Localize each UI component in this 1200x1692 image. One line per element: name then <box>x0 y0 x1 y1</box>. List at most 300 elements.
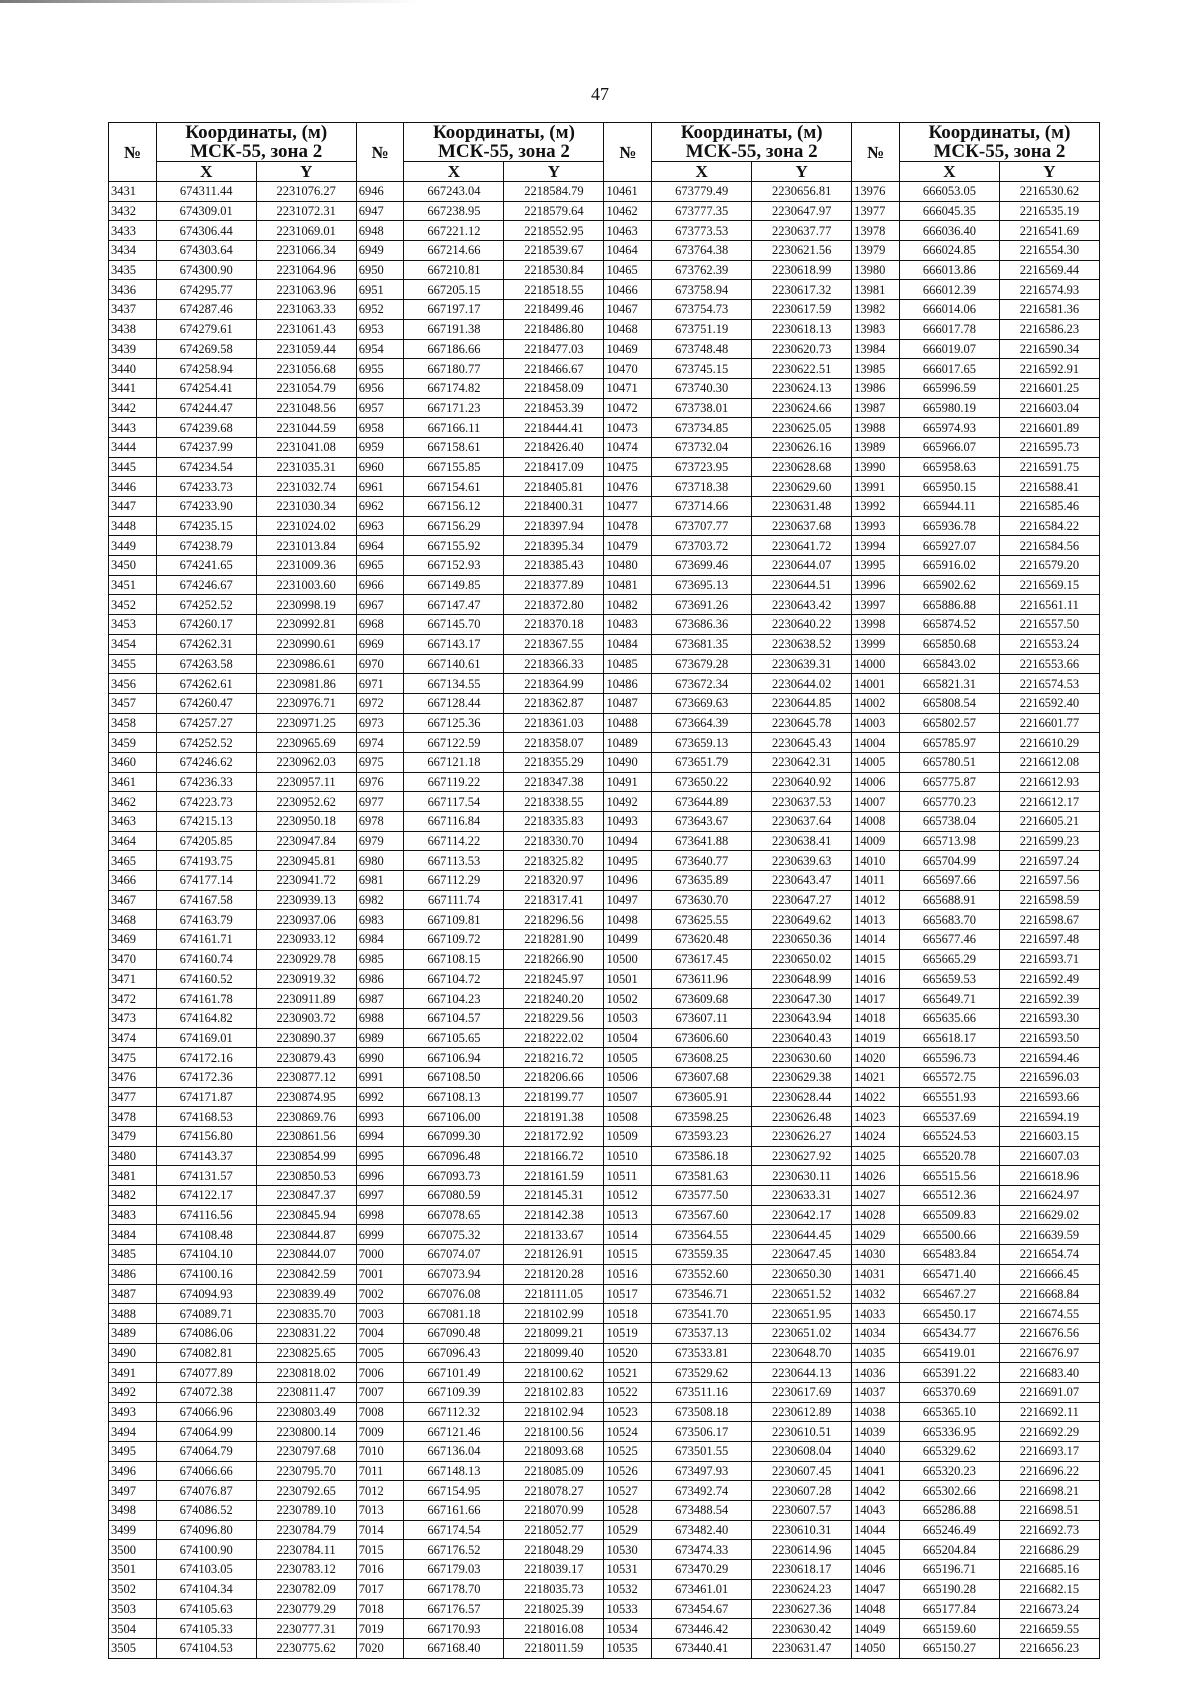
coord-x: 666053.05 <box>899 182 999 202</box>
coord-x: 667176.52 <box>404 1540 504 1560</box>
point-number: 3441 <box>109 378 157 398</box>
coord-x: 665471.40 <box>899 1264 999 1284</box>
coord-y: 2218364.99 <box>504 674 604 694</box>
coord-x: 673723.95 <box>652 457 752 477</box>
coord-x: 665677.46 <box>899 930 999 950</box>
point-number: 3471 <box>109 969 157 989</box>
coord-x: 673607.68 <box>652 1067 752 1087</box>
coord-y: 2230629.60 <box>752 477 852 497</box>
header-number: № <box>109 123 157 182</box>
coord-y: 2218102.94 <box>504 1402 604 1422</box>
coord-x: 674143.37 <box>156 1146 256 1166</box>
coord-x: 673703.72 <box>652 536 752 556</box>
coord-x: 667074.07 <box>404 1245 504 1265</box>
point-number: 6988 <box>356 1008 404 1028</box>
coord-y: 2230890.37 <box>256 1028 356 1048</box>
coord-x: 667096.48 <box>404 1146 504 1166</box>
coord-y: 2216585.46 <box>999 497 1099 517</box>
coord-y: 2230620.73 <box>752 339 852 359</box>
coord-y: 2230633.31 <box>752 1186 852 1206</box>
coord-x: 667155.92 <box>404 536 504 556</box>
coord-y: 2231059.44 <box>256 339 356 359</box>
coord-y: 2230629.38 <box>752 1067 852 1087</box>
coord-x: 667117.54 <box>404 792 504 812</box>
coord-y: 2230831.22 <box>256 1323 356 1343</box>
coord-y: 2230624.13 <box>752 378 852 398</box>
coord-y: 2218191.38 <box>504 1107 604 1127</box>
coord-x: 665874.52 <box>899 615 999 635</box>
coord-x: 667116.84 <box>404 812 504 832</box>
coord-x: 673650.22 <box>652 772 752 792</box>
point-number: 10496 <box>604 871 652 891</box>
point-number: 3434 <box>109 241 157 261</box>
coord-x: 665958.63 <box>899 457 999 477</box>
coord-x: 674172.16 <box>156 1048 256 1068</box>
point-number: 14010 <box>852 851 900 871</box>
point-number: 6962 <box>356 497 404 517</box>
point-number: 7007 <box>356 1382 404 1402</box>
coord-x: 674238.79 <box>156 536 256 556</box>
coord-y: 2216603.04 <box>999 398 1099 418</box>
table-row <box>109 1245 1100 1265</box>
coord-x: 665649.71 <box>899 989 999 1009</box>
table-row <box>109 575 1100 595</box>
coord-y: 2218126.91 <box>504 1245 604 1265</box>
coord-y: 2230639.63 <box>752 851 852 871</box>
coord-x: 667168.40 <box>404 1638 504 1658</box>
point-number: 3486 <box>109 1264 157 1284</box>
coord-x: 673529.62 <box>652 1363 752 1383</box>
coord-y: 2230929.78 <box>256 949 356 969</box>
coord-y: 2230607.28 <box>752 1481 852 1501</box>
coord-x: 667191.38 <box>404 319 504 339</box>
coord-x: 665850.68 <box>899 634 999 654</box>
point-number: 10486 <box>604 674 652 694</box>
coord-x: 673598.25 <box>652 1107 752 1127</box>
coord-y: 2218347.38 <box>504 772 604 792</box>
coord-x: 666017.65 <box>899 359 999 379</box>
coord-x: 674237.99 <box>156 437 256 457</box>
coord-y: 2218025.39 <box>504 1599 604 1619</box>
coord-y: 2218100.56 <box>504 1422 604 1442</box>
coord-x: 665704.99 <box>899 851 999 871</box>
point-number: 3481 <box>109 1166 157 1186</box>
table-row <box>109 890 1100 910</box>
coord-x: 674169.01 <box>156 1028 256 1048</box>
coord-y: 2218078.27 <box>504 1481 604 1501</box>
point-number: 14049 <box>852 1619 900 1639</box>
coord-y: 2216592.91 <box>999 359 1099 379</box>
coord-x: 674163.79 <box>156 910 256 930</box>
point-number: 3503 <box>109 1599 157 1619</box>
point-number: 3449 <box>109 536 157 556</box>
point-number: 3453 <box>109 615 157 635</box>
coord-x: 674072.38 <box>156 1382 256 1402</box>
point-number: 13989 <box>852 437 900 457</box>
point-number: 14017 <box>852 989 900 1009</box>
scan-artifact <box>0 0 420 3</box>
coord-y: 2230630.42 <box>752 1619 852 1639</box>
point-number: 10472 <box>604 398 652 418</box>
coord-y: 2218035.73 <box>504 1579 604 1599</box>
point-number: 6957 <box>356 398 404 418</box>
coord-x: 673651.79 <box>652 752 752 772</box>
point-number: 3459 <box>109 733 157 753</box>
coord-x: 674300.90 <box>156 260 256 280</box>
coord-x: 673734.85 <box>652 418 752 438</box>
point-number: 7004 <box>356 1323 404 1343</box>
coord-y: 2218453.39 <box>504 398 604 418</box>
coord-y: 2218362.87 <box>504 693 604 713</box>
point-number: 3456 <box>109 674 157 694</box>
coord-x: 674089.71 <box>156 1304 256 1324</box>
coord-y: 2218222.02 <box>504 1028 604 1048</box>
coord-x: 667101.49 <box>404 1363 504 1383</box>
point-number: 10503 <box>604 1008 652 1028</box>
coord-x: 667221.12 <box>404 221 504 241</box>
coord-y: 2216592.49 <box>999 969 1099 989</box>
point-number: 10493 <box>604 812 652 832</box>
coord-y: 2216601.89 <box>999 418 1099 438</box>
coord-x: 673669.63 <box>652 693 752 713</box>
point-number: 3439 <box>109 339 157 359</box>
table-row <box>109 319 1100 339</box>
coord-x: 667186.66 <box>404 339 504 359</box>
coord-x: 673635.89 <box>652 871 752 891</box>
point-number: 14038 <box>852 1402 900 1422</box>
point-number: 3488 <box>109 1304 157 1324</box>
coord-x: 667104.57 <box>404 1008 504 1028</box>
point-number: 14037 <box>852 1382 900 1402</box>
coord-x: 665450.17 <box>899 1304 999 1324</box>
header-y: Y <box>256 162 356 182</box>
coord-x: 665483.84 <box>899 1245 999 1265</box>
coord-y: 2216676.56 <box>999 1323 1099 1343</box>
header-y: Y <box>752 162 852 182</box>
coord-x: 674160.52 <box>156 969 256 989</box>
table-row <box>109 1087 1100 1107</box>
point-number: 3466 <box>109 871 157 891</box>
coord-x: 674094.93 <box>156 1284 256 1304</box>
coord-x: 674172.36 <box>156 1067 256 1087</box>
coord-x: 673640.77 <box>652 851 752 871</box>
point-number: 14023 <box>852 1107 900 1127</box>
coord-x: 674287.46 <box>156 300 256 320</box>
point-number: 10507 <box>604 1087 652 1107</box>
point-number: 14028 <box>852 1205 900 1225</box>
coord-y: 2218377.89 <box>504 575 604 595</box>
table-row <box>109 1619 1100 1639</box>
coord-x: 674171.87 <box>156 1087 256 1107</box>
point-number: 3463 <box>109 812 157 832</box>
point-number: 6993 <box>356 1107 404 1127</box>
point-number: 10512 <box>604 1186 652 1206</box>
table-row <box>109 201 1100 221</box>
coord-y: 2218016.08 <box>504 1619 604 1639</box>
table-row <box>109 1205 1100 1225</box>
coord-x: 673552.60 <box>652 1264 752 1284</box>
coord-y: 2218400.31 <box>504 497 604 517</box>
point-number: 3436 <box>109 280 157 300</box>
coord-y: 2231063.33 <box>256 300 356 320</box>
point-number: 7019 <box>356 1619 404 1639</box>
coord-y: 2230937.06 <box>256 910 356 930</box>
point-number: 3467 <box>109 890 157 910</box>
coord-x: 674233.73 <box>156 477 256 497</box>
point-number: 14032 <box>852 1284 900 1304</box>
point-number: 3440 <box>109 359 157 379</box>
point-number: 10479 <box>604 536 652 556</box>
coord-x: 667093.73 <box>404 1166 504 1186</box>
table-row <box>109 634 1100 654</box>
coord-y: 2231066.34 <box>256 241 356 261</box>
coord-y: 2218266.90 <box>504 949 604 969</box>
table-row <box>109 910 1100 930</box>
header-coordinates-title: Координаты, (м) <box>432 122 575 143</box>
point-number: 6991 <box>356 1067 404 1087</box>
coord-y: 2230631.48 <box>752 497 852 517</box>
coord-y: 2218499.46 <box>504 300 604 320</box>
point-number: 10528 <box>604 1501 652 1521</box>
table-row <box>109 1442 1100 1462</box>
coord-y: 2230650.30 <box>752 1264 852 1284</box>
coord-y: 2230825.65 <box>256 1343 356 1363</box>
point-number: 14039 <box>852 1422 900 1442</box>
coord-x: 665659.53 <box>899 969 999 989</box>
point-number: 14026 <box>852 1166 900 1186</box>
table-row <box>109 437 1100 457</box>
coord-y: 2230638.52 <box>752 634 852 654</box>
coord-y: 2216696.22 <box>999 1461 1099 1481</box>
coord-y: 2216574.93 <box>999 280 1099 300</box>
coord-y: 2216607.03 <box>999 1146 1099 1166</box>
point-number: 3498 <box>109 1501 157 1521</box>
coord-y: 2218325.82 <box>504 851 604 871</box>
point-number: 3470 <box>109 949 157 969</box>
point-number: 10467 <box>604 300 652 320</box>
coord-x: 667210.81 <box>404 260 504 280</box>
point-number: 10463 <box>604 221 652 241</box>
coord-x: 667170.93 <box>404 1619 504 1639</box>
point-number: 3465 <box>109 851 157 871</box>
coord-x: 673492.74 <box>652 1481 752 1501</box>
coord-x: 674066.66 <box>156 1461 256 1481</box>
point-number: 10529 <box>604 1520 652 1540</box>
point-number: 14034 <box>852 1323 900 1343</box>
coord-y: 2216593.71 <box>999 949 1099 969</box>
point-number: 10517 <box>604 1284 652 1304</box>
coord-x: 674233.90 <box>156 497 256 517</box>
coord-x: 674254.41 <box>156 378 256 398</box>
point-number: 10471 <box>604 378 652 398</box>
coord-y: 2218320.97 <box>504 871 604 891</box>
coord-y: 2218330.70 <box>504 831 604 851</box>
coord-y: 2230637.53 <box>752 792 852 812</box>
coord-x: 667147.47 <box>404 595 504 615</box>
table-row <box>109 536 1100 556</box>
coord-x: 665688.91 <box>899 890 999 910</box>
coord-y: 2218395.34 <box>504 536 604 556</box>
point-number: 10524 <box>604 1422 652 1442</box>
point-number: 3452 <box>109 595 157 615</box>
coord-x: 667149.85 <box>404 575 504 595</box>
point-number: 10491 <box>604 772 652 792</box>
coord-x: 665509.83 <box>899 1205 999 1225</box>
table-row <box>109 1363 1100 1383</box>
coord-y: 2231003.60 <box>256 575 356 595</box>
header-coordinates-title: Координаты, (м) <box>928 122 1071 143</box>
point-number: 14033 <box>852 1304 900 1324</box>
point-number: 14050 <box>852 1638 900 1658</box>
coord-y: 2218206.66 <box>504 1067 604 1087</box>
point-number: 6985 <box>356 949 404 969</box>
coord-x: 673533.81 <box>652 1343 752 1363</box>
coord-y: 2230647.27 <box>752 890 852 910</box>
coord-y: 2216584.22 <box>999 516 1099 536</box>
point-number: 3494 <box>109 1422 157 1442</box>
coord-y: 2230628.68 <box>752 457 852 477</box>
point-number: 10495 <box>604 851 652 871</box>
table-row <box>109 693 1100 713</box>
point-number: 6974 <box>356 733 404 753</box>
point-number: 10492 <box>604 792 652 812</box>
coord-x: 673643.67 <box>652 812 752 832</box>
coord-x: 666045.35 <box>899 201 999 221</box>
point-number: 10501 <box>604 969 652 989</box>
point-number: 7014 <box>356 1520 404 1540</box>
point-number: 10514 <box>604 1225 652 1245</box>
coord-x: 673559.35 <box>652 1245 752 1265</box>
coord-y: 2230650.36 <box>752 930 852 950</box>
point-number: 6989 <box>356 1028 404 1048</box>
point-number: 10518 <box>604 1304 652 1324</box>
coord-x: 666014.06 <box>899 300 999 320</box>
point-number: 14022 <box>852 1087 900 1107</box>
point-number: 3458 <box>109 713 157 733</box>
point-number: 14016 <box>852 969 900 989</box>
coord-x: 673718.38 <box>652 477 752 497</box>
coord-y: 2218530.84 <box>504 260 604 280</box>
point-number: 6979 <box>356 831 404 851</box>
coord-y: 2216601.77 <box>999 713 1099 733</box>
coord-x: 667111.74 <box>404 890 504 910</box>
table-row <box>109 1402 1100 1422</box>
point-number: 6953 <box>356 319 404 339</box>
table-row <box>109 871 1100 891</box>
coord-x: 666012.39 <box>899 280 999 300</box>
table-row <box>109 851 1100 871</box>
point-number: 10462 <box>604 201 652 221</box>
point-number: 3444 <box>109 437 157 457</box>
coord-y: 2230777.31 <box>256 1619 356 1639</box>
point-number: 7020 <box>356 1638 404 1658</box>
coord-y: 2218335.83 <box>504 812 604 832</box>
table-row <box>109 989 1100 1009</box>
point-number: 6987 <box>356 989 404 1009</box>
point-number: 14008 <box>852 812 900 832</box>
coord-x: 674309.01 <box>156 201 256 221</box>
point-number: 10515 <box>604 1245 652 1265</box>
coord-x: 673659.13 <box>652 733 752 753</box>
coord-x: 665537.69 <box>899 1107 999 1127</box>
coord-x: 666017.78 <box>899 319 999 339</box>
coord-y: 2216530.62 <box>999 182 1099 202</box>
table-row <box>109 1008 1100 1028</box>
coord-y: 2230656.81 <box>752 182 852 202</box>
point-number: 13978 <box>852 221 900 241</box>
coord-y: 2230981.86 <box>256 674 356 694</box>
point-number: 6983 <box>356 910 404 930</box>
coord-x: 674167.58 <box>156 890 256 910</box>
point-number: 14021 <box>852 1067 900 1087</box>
coord-x: 665365.10 <box>899 1402 999 1422</box>
point-number: 6990 <box>356 1048 404 1068</box>
coord-y: 2230614.96 <box>752 1540 852 1560</box>
coord-x: 673707.77 <box>652 516 752 536</box>
point-number: 7017 <box>356 1579 404 1599</box>
coord-y: 2216612.93 <box>999 772 1099 792</box>
coord-y: 2216579.20 <box>999 556 1099 576</box>
coord-x: 674263.58 <box>156 654 256 674</box>
point-number: 3480 <box>109 1146 157 1166</box>
header-x: X <box>899 162 999 182</box>
point-number: 3432 <box>109 201 157 221</box>
coord-x: 673581.63 <box>652 1166 752 1186</box>
coord-y: 2230643.42 <box>752 595 852 615</box>
table-row <box>109 713 1100 733</box>
point-number: 14025 <box>852 1146 900 1166</box>
coord-x: 667106.00 <box>404 1107 504 1127</box>
point-number: 3499 <box>109 1520 157 1540</box>
coord-x: 665512.36 <box>899 1186 999 1206</box>
point-number: 6966 <box>356 575 404 595</box>
coord-y: 2231030.34 <box>256 497 356 517</box>
coord-y: 2230839.49 <box>256 1284 356 1304</box>
coordinates-table <box>108 122 1100 1659</box>
coord-y: 2216597.48 <box>999 930 1099 950</box>
coord-x: 667154.61 <box>404 477 504 497</box>
coord-x: 674258.94 <box>156 359 256 379</box>
coord-x: 665336.95 <box>899 1422 999 1442</box>
header-x: X <box>156 162 256 182</box>
coord-x: 667178.70 <box>404 1579 504 1599</box>
coord-y: 2231044.59 <box>256 418 356 438</box>
point-number: 3469 <box>109 930 157 950</box>
point-number: 3446 <box>109 477 157 497</box>
coord-y: 2216554.30 <box>999 241 1099 261</box>
point-number: 10482 <box>604 595 652 615</box>
coord-y: 2216599.23 <box>999 831 1099 851</box>
coord-y: 2216656.23 <box>999 1638 1099 1658</box>
coord-x: 674311.44 <box>156 182 256 202</box>
coord-y: 2216682.15 <box>999 1579 1099 1599</box>
coord-y: 2216553.66 <box>999 654 1099 674</box>
table-row <box>109 1638 1100 1658</box>
coord-x: 674262.31 <box>156 634 256 654</box>
point-number: 14031 <box>852 1264 900 1284</box>
point-number: 10466 <box>604 280 652 300</box>
coord-y: 2218070.99 <box>504 1501 604 1521</box>
coord-y: 2230800.14 <box>256 1422 356 1442</box>
coord-y: 2230941.72 <box>256 871 356 891</box>
coord-x: 667243.04 <box>404 182 504 202</box>
table-row <box>109 339 1100 359</box>
point-number: 3435 <box>109 260 157 280</box>
coord-x: 666019.07 <box>899 339 999 359</box>
point-number: 3468 <box>109 910 157 930</box>
coord-x: 665500.66 <box>899 1225 999 1245</box>
coord-y: 2218099.21 <box>504 1323 604 1343</box>
